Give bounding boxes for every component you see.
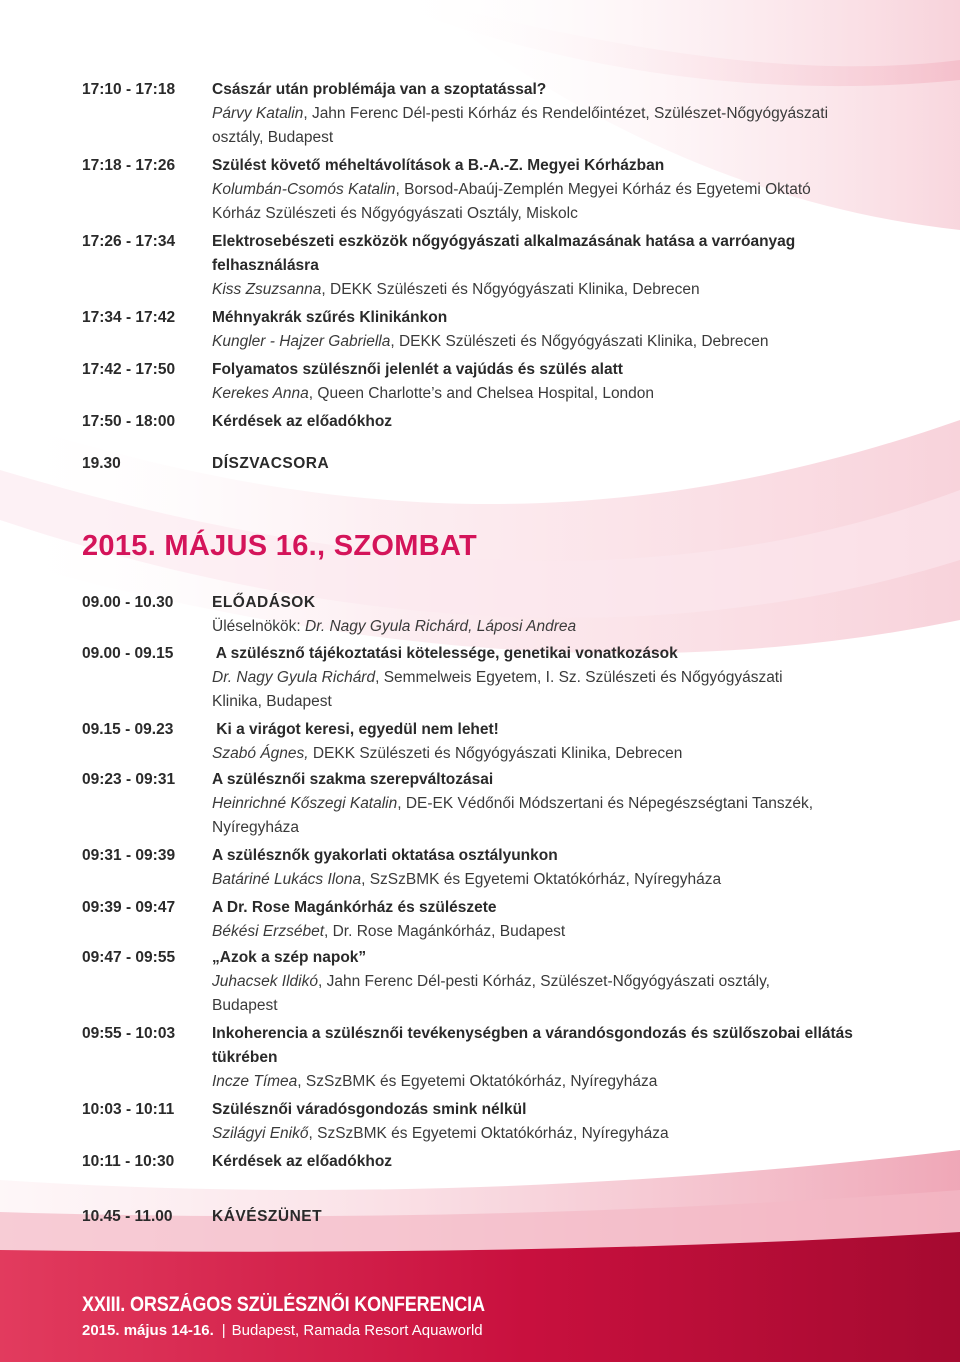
speaker-name: Kerekes Anna: [212, 385, 309, 402]
conference-dates: 2015. május 14-16.: [82, 1322, 214, 1339]
speaker-affiliation: Klinika, Budapest: [212, 693, 332, 710]
session-time: 09.00 - 09.15: [82, 645, 174, 662]
speaker-name: Békési Erzsébet: [212, 923, 324, 940]
speaker-affiliation: Kórház Szülészeti és Nőgyógyászati Osztály, Miskolc: [212, 205, 578, 222]
session-time: 09:47 - 09:55: [82, 949, 176, 966]
session-time: 09:39 - 09:47: [82, 899, 176, 916]
speaker-name: Párvy Katalin: [212, 105, 304, 122]
speaker-name: Batáriné Lukács Ilona: [212, 871, 362, 888]
session-title: ELŐADÁSOK: [212, 594, 316, 611]
session-time: 17:18 - 17:26: [82, 157, 176, 174]
speaker-affiliation: , Jahn Ferenc Dél-pesti Kórház és Rendelőintézet, Szülészet-Nőgyógyászati: [303, 105, 829, 122]
speaker-affiliation: Nyíregyháza: [212, 819, 300, 836]
speaker-affiliation: , SzSzBMK és Egyetemi Oktatókórház, Nyíregyháza: [361, 871, 722, 888]
speaker-name: Juhacsek Ildikó: [212, 973, 318, 990]
session-title: Méhnyakrák szűrés Klinikánkon: [212, 309, 448, 326]
speaker-affiliation: , Jahn Ferenc Dél-pesti Kórház, Szülészet-Nőgyógyászati osztály,: [317, 973, 770, 990]
session-time: 17:34 - 17:42: [82, 309, 176, 326]
speaker-affiliation: , DE-EK Védőnői Módszertani és Népegészségtani Tanszék,: [397, 795, 814, 812]
speaker-affiliation: , Borsod-Abaúj-Zemplén Megyei Kórház és Egyetemi Oktató: [395, 181, 811, 198]
speaker-name: Szilágyi Enikő: [212, 1125, 309, 1142]
speaker-name: Szabó Ágnes,: [212, 745, 309, 762]
session-title: Kérdések az előadókhoz: [212, 1153, 393, 1170]
session-title: A szülésznői szakma szerepváltozásai: [212, 771, 494, 788]
session-time: 09:23 - 09:31: [82, 771, 176, 788]
chair-label: Üléselnökök:: [212, 618, 306, 635]
session-time: 09.00 - 10.30: [82, 594, 174, 611]
session-title: Szülésznői váradósgondozás smink nélkül: [212, 1101, 527, 1118]
chair-names: Dr. Nagy Gyula Richárd, Láposi Andrea: [305, 618, 577, 635]
session-time: 17:50 - 18:00: [82, 413, 176, 430]
session-title: Kérdések az előadókhoz: [212, 413, 393, 430]
conference-title: XXIII. ORSZÁGOS SZÜLÉSZNŐI KONFERENCIA: [82, 1293, 485, 1316]
session-time: 10:11 - 10:30: [82, 1153, 175, 1170]
session-time: 09:55 - 10:03: [82, 1025, 176, 1042]
separator: |: [221, 1322, 226, 1339]
speaker-name: Incze Tímea: [212, 1073, 298, 1090]
session-title: KÁVÉSZÜNET: [212, 1208, 323, 1225]
session-title: tükrében: [212, 1049, 278, 1066]
session-title: Folyamatos szülésznői jelenlét a vajúdás és szülés alatt: [212, 361, 623, 378]
speaker-affiliation: , SzSzBMK és Egyetemi Oktatókórház, Nyíregyháza: [308, 1125, 669, 1142]
speaker-affiliation: DEKK Szülészeti és Nőgyógyászati Klinika, Debrecen: [308, 745, 683, 762]
speaker-affiliation: , DEKK Szülészeti és Nőgyógyászati Klinika, Debrecen: [390, 333, 769, 350]
session-title: Elektrosebészeti eszközök nőgyógyászati alkalmazásának hatása a varróanyag: [212, 233, 796, 250]
session-time: 19.30: [82, 455, 121, 472]
session-time: 09:31 - 09:39: [82, 847, 176, 864]
speaker-affiliation: Budapest: [212, 997, 278, 1014]
session-title: „Azok a szép napok”: [212, 949, 367, 966]
speaker-affiliation: , DEKK Szülészeti és Nőgyógyászati Klinika, Debrecen: [321, 281, 700, 298]
speaker-name: Heinrichné Kőszegi Katalin: [212, 795, 398, 812]
session-time: 17:42 - 17:50: [82, 361, 176, 378]
speaker-affiliation: osztály, Budapest: [212, 129, 334, 146]
speaker-affiliation: , Dr. Rose Magánkórház, Budapest: [324, 923, 566, 940]
speaker-name: Kiss Zsuzsanna: [212, 281, 322, 298]
day-heading: 2015. MÁJUS 16., SZOMBAT: [82, 530, 478, 562]
session-time: 09.15 - 09.23: [82, 721, 174, 738]
speaker-affiliation: , SzSzBMK és Egyetemi Oktatókórház, Nyíregyháza: [297, 1073, 658, 1090]
speaker-affiliation: , Semmelweis Egyetem, I. Sz. Szülészeti és Nőgyógyászati: [375, 669, 783, 686]
session-title: A szülésznő tájékoztatási kötelessége, genetikai vonatkozások: [212, 645, 678, 662]
session-title: Császár után problémája van a szoptatással?: [212, 81, 547, 98]
session-time: 17:26 - 17:34: [82, 233, 176, 250]
speaker-name: Kolumbán-Csomós Katalin: [212, 181, 396, 198]
session-time: 10.45 - 11.00: [82, 1208, 173, 1225]
session-title: A szülésznők gyakorlati oktatása osztályunkon: [212, 847, 558, 864]
speaker-affiliation: , Queen Charlotte’s and Chelsea Hospital, London: [308, 385, 655, 402]
session-time: 10:03 - 10:11: [82, 1101, 175, 1118]
speaker-name: Dr. Nagy Gyula Richárd: [212, 669, 376, 686]
session-title: felhasználásra: [212, 257, 319, 274]
conference-venue: Budapest, Ramada Resort Aquaworld: [231, 1322, 483, 1339]
conference-subtitle: [82, 1322, 483, 1339]
session-title: DÍSZVACSORA: [212, 455, 330, 472]
session-title: A Dr. Rose Magánkórház és szülészete: [212, 899, 497, 916]
session-time: 17:10 - 17:18: [82, 81, 176, 98]
session-title: Szülést követő méheltávolítások a B.-A.-Z. Megyei Kórházban: [212, 157, 665, 174]
speaker-name: Kungler - Hajzer Gabriella: [212, 333, 391, 350]
session-title: Ki a virágot keresi, egyedül nem lehet!: [212, 721, 499, 738]
session-title: Inkoherencia a szülésznői tevékenységben a várandósgondozás és szülőszobai ellátás: [212, 1025, 853, 1042]
